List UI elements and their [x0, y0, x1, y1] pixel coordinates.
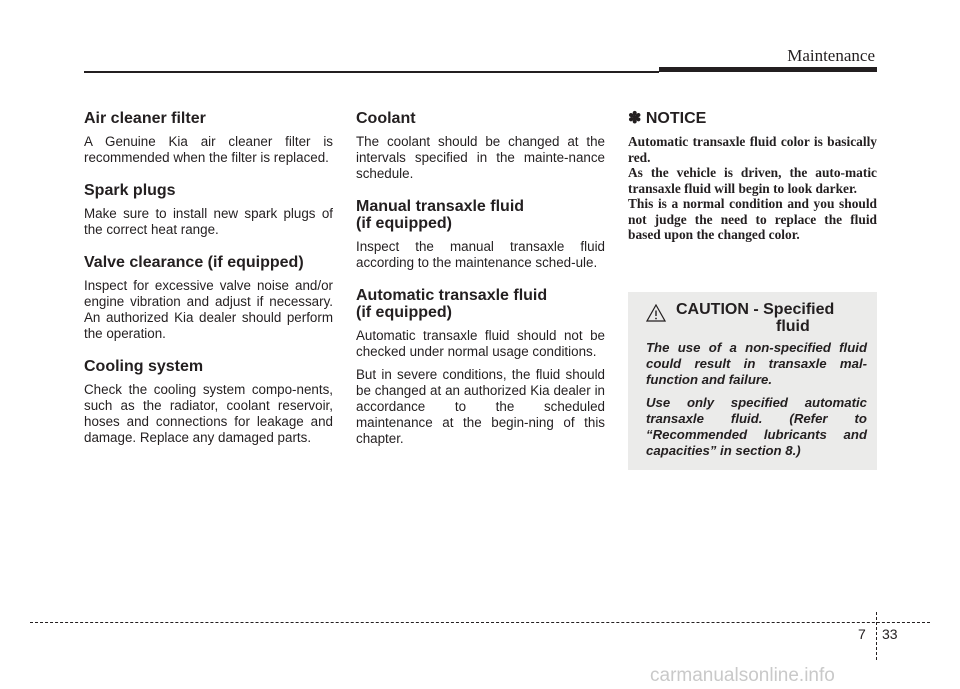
automatic-transaxle-text-2: But in severe conditions, the fluid should be changed at an authorized Kia dealer in accordance to the scheduled maintenance at the begin-ning of this chapter. [356, 367, 605, 446]
coolant-heading: Coolant [356, 110, 416, 127]
caution-title [676, 301, 834, 335]
watermark: carmanualsonline.info [650, 665, 835, 686]
coolant-text: The coolant should be changed at the intervals specified in the mainte-nance schedule. [356, 134, 605, 181]
valve-clearance-text: Inspect for excessive valve noise and/or engine vibration and adjust if necessary. An authorized Kia dealer should perform the operation. [84, 278, 333, 341]
caution-text-1: The use of a non-specified fluid could result in transaxle mal-function and failure. [646, 340, 867, 387]
spark-plugs-text: Make sure to install new spark plugs of the correct heat range. [84, 206, 333, 237]
caution-box [628, 292, 877, 470]
column-right [628, 110, 877, 243]
column-middle [356, 110, 605, 463]
section-title: Maintenance [787, 46, 875, 65]
notice-text-2: As the vehicle is driven, the auto-matic transaxle fluid will begin to look darker. [628, 165, 877, 196]
caution-title-line2: fluid [776, 318, 810, 335]
automatic-transaxle-heading-line1: Automatic transaxle fluid [356, 287, 548, 304]
notice-heading: ✽ NOTICE [628, 110, 707, 127]
manual-transaxle-heading-line2: (if equipped) [356, 215, 452, 232]
caution-text-2: Use only specified automatic transaxle fluid. (Refer to “Recommended lubricants and capacities” in section 8.) [646, 395, 867, 458]
header-rule-thin [84, 71, 659, 73]
valve-clearance-heading: Valve clearance (if equipped) [84, 254, 304, 271]
spark-plugs-heading: Spark plugs [84, 182, 176, 199]
cooling-system-heading: Cooling system [84, 358, 204, 375]
footer-divider [876, 612, 877, 660]
automatic-transaxle-text-1: Automatic transaxle fluid should not be checked under normal usage conditions. [356, 328, 605, 359]
manual-transaxle-text: Inspect the manual transaxle fluid according to the maintenance sched-ule. [356, 239, 605, 270]
manual-transaxle-heading-line1: Manual transaxle fluid [356, 198, 525, 215]
air-filter-text: A Genuine Kia air cleaner filter is recommended when the filter is replaced. [84, 134, 333, 165]
manual-transaxle-heading [356, 198, 605, 232]
automatic-transaxle-heading [356, 287, 605, 321]
column-left [84, 110, 333, 462]
notice-text-3: This is a normal condition and you should not judge the need to replace the fluid based upon the changed color. [628, 196, 877, 242]
caution-title-line1: Specified [763, 301, 835, 318]
chapter-number: 7 [858, 626, 866, 642]
header-rule-thick [659, 67, 877, 72]
footer-rule [30, 622, 930, 623]
automatic-transaxle-heading-line2: (if equipped) [356, 304, 452, 321]
notice-text-1: Automatic transaxle fluid color is basically red. [628, 134, 877, 165]
warning-triangle-icon [646, 304, 666, 327]
air-filter-heading: Air cleaner filter [84, 110, 206, 127]
page-number: 33 [882, 626, 898, 642]
caution-label: CAUTION [676, 301, 749, 318]
cooling-system-text: Check the cooling system compo-nents, such as the radiator, coolant reservoir, hoses and connections for leakage and damage. Replace any damaged parts. [84, 382, 333, 445]
caution-body [646, 340, 867, 466]
caution-separator: - [753, 301, 759, 318]
